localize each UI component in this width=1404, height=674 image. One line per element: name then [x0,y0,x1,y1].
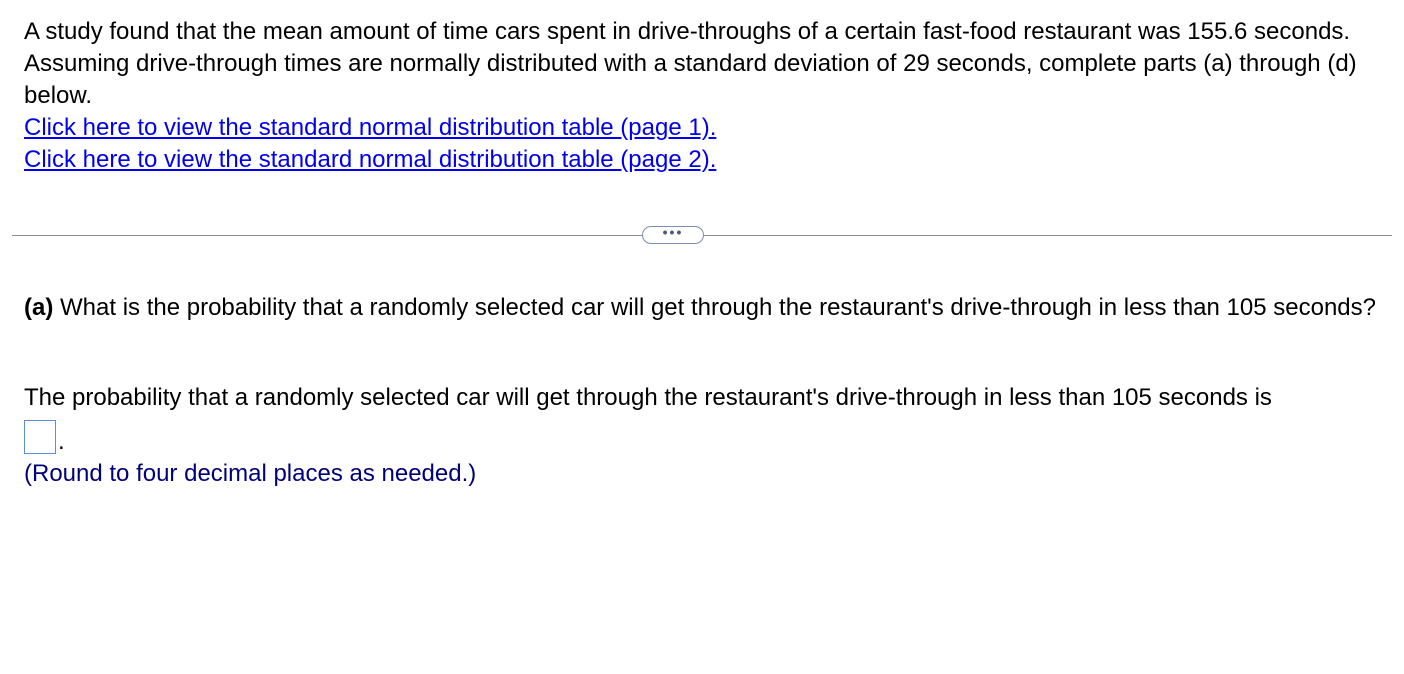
part-a-question [24,292,1384,324]
part-a-answer-row [24,418,65,454]
part-a-question-text: What is the probability that a randomly selected car will get through the restaurant's drive-through in less than 105 seconds? [53,294,1376,321]
part-a-answer-prompt: The probability that a randomly selected car will get through the restaurant's drive-through in less than 105 seconds is [24,384,1272,411]
part-a-label: (a) [24,294,54,321]
answer-period: . [58,428,65,455]
normal-table-page-1-link[interactable]: Click here to view the standard normal distribution table (page 1). [24,114,717,141]
ellipsis-icon: ••• [662,224,684,240]
problem-statement [24,16,1384,176]
probability-answer-input[interactable] [24,420,56,454]
problem-intro: A study found that the mean amount of time cars spent in drive-throughs of a certain fast-food restaurant was 155.6 seconds. Assuming drive-through times are normally distributed with a standard deviation of 29 seconds, complete parts (a) through (d) below. [24,18,1357,109]
rounding-hint: (Round to four decimal places as needed.) [24,460,477,487]
expand-more-button[interactable] [642,226,704,244]
normal-table-page-2-link[interactable]: Click here to view the standard normal distribution table (page 2). [24,146,717,173]
